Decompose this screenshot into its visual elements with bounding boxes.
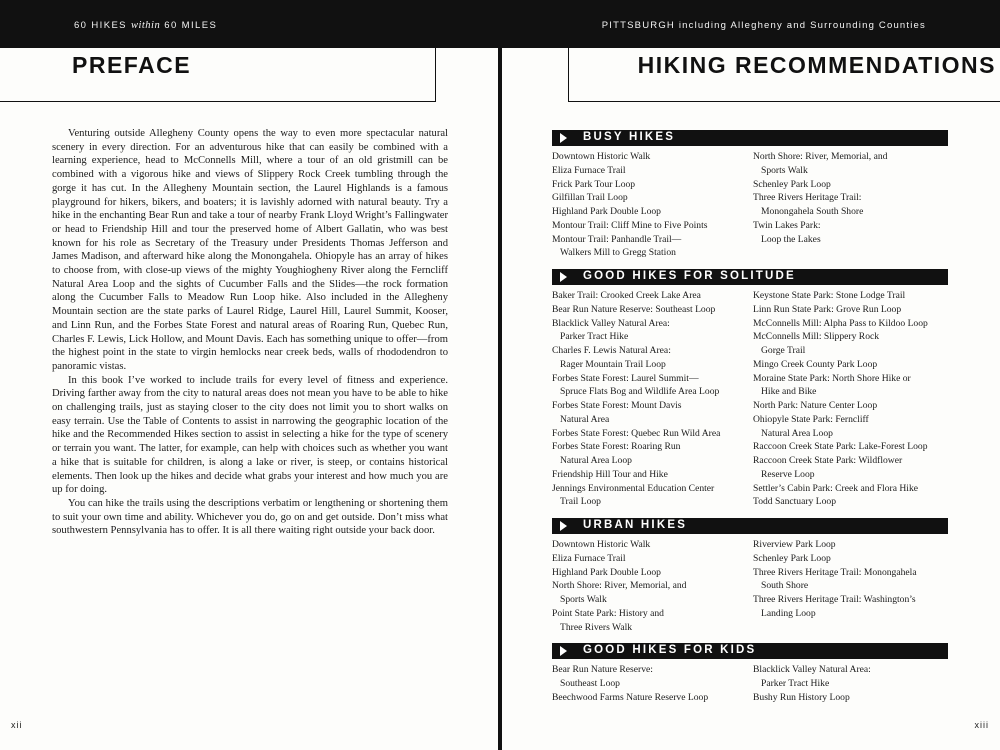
hike-name-continued: Trail Loop [560, 496, 601, 508]
section-header [552, 269, 948, 285]
hike-name: Three Rivers Heritage Trail: Monongahela [753, 566, 917, 578]
section-busy-hikes [552, 130, 948, 260]
hike-name-continued: Reserve Loop [761, 468, 815, 480]
hike-column [753, 289, 948, 509]
triangle-right-icon [560, 272, 567, 282]
hike-name-continued: Landing Loop [761, 607, 816, 619]
hike-entry [753, 552, 948, 566]
hike-name: Three Rivers Heritage Trail: Washington’s [753, 594, 916, 605]
hike-name: Montour Trail: Panhandle Trail— [552, 233, 682, 245]
hike-name-continued: Hike and Bike [761, 386, 817, 398]
hike-name: Three Rivers Heritage Trail: [753, 192, 862, 204]
hike-entry [753, 178, 948, 192]
hike-name: Charles F. Lewis Natural Area: [552, 345, 671, 356]
hike-entry [552, 691, 753, 705]
left-page-number: xii [11, 720, 23, 730]
preface-body [52, 127, 448, 538]
hike-name: Point State Park: History and [552, 607, 664, 619]
hike-name: Jennings Environmental Education Center [552, 482, 715, 494]
hike-name: Schenley Park Loop [753, 552, 831, 564]
hike-name: Mingo Creek County Park Loop [753, 358, 878, 370]
page-title-hiking-recommendations: HIKING RECOMMENDATIONS [637, 52, 996, 78]
hike-name: Blacklick Valley Natural Area: [552, 317, 670, 329]
left-title-box [0, 48, 436, 102]
hike-name-continued: Sports Walk [761, 164, 808, 176]
hike-name: North Shore: River, Memorial, and [552, 580, 687, 592]
hike-entry [753, 495, 948, 509]
hike-name-continued: Natural Area Loop [761, 427, 833, 439]
paragraph: You can hike the trails using the descriptions verbatim or lengthening or shortening them to suit your own time and ability. Whichever you do, go on and get outside. Don’t miss what southwestern Pennsylvania has to offer. It is all there waiting right outside your back door. [52, 497, 448, 537]
hike-name: Forbes State Forest: Roaring Run [552, 441, 681, 453]
running-head-part-1: 60 HIKES [74, 20, 131, 31]
hike-entry [753, 372, 948, 400]
hike-name-continued: Monongahela South Shore [761, 206, 864, 217]
hike-name: Settler’s Cabin Park: Creek and Flora Hike [753, 482, 919, 494]
hike-name: Riverview Park Loop [753, 539, 836, 550]
section-header [552, 130, 948, 146]
section-good-hikes-for-kids [552, 643, 948, 704]
hike-name: Baker Trail: Crooked Creek Lake Area [552, 290, 701, 301]
hike-name: Frick Park Tour Loop [552, 178, 636, 190]
hike-column [552, 538, 753, 634]
hike-name-continued: Spruce Flats Bog and Wildlife Area Loop [560, 386, 720, 398]
section-title: GOOD HIKES FOR KIDS [583, 644, 757, 657]
paragraph: In this book I’ve worked to include trails for every level of fitness and experience. Driving farther away from the city to natural areas does not mean you have to be able to hike on challenging trails, just as staying closer to the city does not limit you to short walks on easy terrain. Use the Table of Contents to assist in narrowing the geographic location of the hike and the Recommended Hikes section to assist in selecting a hike for the type of scenery or terrain you want. The latter, for example, can help with choices such as whether you want a hike that is suitable for children, is along a lake or river, is steep, or contains historical elements. Then look up the hikes and decide what grabs your interest and how much you are up for doing. [52, 374, 448, 496]
hike-name-continued: Sports Walk [560, 594, 607, 605]
right-header-bar [502, 0, 1000, 48]
hike-entry [753, 691, 948, 705]
right-running-head: PITTSBURGH including Allegheny and Surrounding Counties [601, 20, 926, 31]
triangle-right-icon [560, 521, 567, 531]
hike-entry [552, 482, 753, 510]
hike-name: Gilfillan Trail Loop [552, 192, 628, 204]
hike-name: Montour Trail: Cliff Mine to Five Points [552, 219, 708, 231]
hike-entry [552, 150, 753, 164]
hike-entry [753, 150, 948, 178]
section-good-hikes-for-solitude [552, 269, 948, 509]
hike-entry [753, 482, 948, 496]
section-title: BUSY HIKES [583, 131, 676, 143]
hike-entry [552, 427, 753, 441]
hike-column [753, 663, 948, 704]
hike-entry [753, 440, 948, 454]
hike-entry [552, 219, 753, 233]
left-header-bar [0, 0, 498, 48]
hike-entry [552, 579, 753, 607]
left-running-head [74, 20, 217, 31]
hike-name: Downtown Historic Walk [552, 151, 651, 162]
hike-entry [753, 413, 948, 441]
section-title: GOOD HIKES FOR SOLITUDE [583, 270, 796, 282]
right-page-number: xiii [974, 720, 989, 730]
hike-name: North Park: Nature Center Loop [753, 400, 878, 411]
hike-entry [552, 164, 753, 178]
hike-entry [753, 219, 948, 247]
hike-name: Forbes State Forest: Mount Davis [552, 400, 682, 411]
hike-entry [753, 593, 948, 621]
hike-column [552, 150, 753, 260]
hike-entry [552, 607, 753, 635]
hike-name: Todd Sanctuary Loop [753, 496, 836, 508]
section-header [552, 518, 948, 534]
hike-name: Eliza Furnace Trail [552, 164, 626, 176]
hike-name: Raccoon Creek State Park: Lake-Forest Loop [753, 441, 928, 453]
triangle-right-icon [560, 133, 567, 143]
hike-name: Ohiopyle State Park: Ferncliff [753, 413, 869, 425]
hike-name: Bear Run Nature Reserve: Southeast Loop [552, 303, 716, 315]
hike-name: Forbes State Forest: Laurel Summit— [552, 372, 699, 384]
hike-entry [552, 317, 753, 345]
hike-entry [753, 289, 948, 303]
hike-name-continued: Parker Tract Hike [560, 331, 629, 343]
hike-column [552, 289, 753, 509]
hike-name: Schenley Park Loop [753, 178, 831, 190]
hike-name: Highland Park Double Loop [552, 206, 661, 217]
hike-name-continued: Natural Area Loop [560, 455, 632, 466]
hike-entry [753, 191, 948, 219]
hike-name: Keystone State Park: Stone Lodge Trail [753, 290, 906, 301]
hike-name: Linn Run State Park: Grove Run Loop [753, 303, 902, 315]
hike-name: Downtown Historic Walk [552, 539, 651, 550]
hike-column [753, 150, 948, 260]
hike-column [753, 538, 948, 634]
hike-entry [552, 538, 753, 552]
hike-entry [552, 566, 753, 580]
right-page [502, 0, 1000, 750]
hike-entry [552, 233, 753, 261]
hike-entry [753, 538, 948, 552]
hike-entry [753, 663, 948, 691]
hike-name-continued: South Shore [761, 580, 809, 592]
hike-name-continued: Southeast Loop [560, 678, 620, 689]
hike-name-continued: Three Rivers Walk [560, 621, 633, 633]
hike-entry [552, 468, 753, 482]
hike-name: Bushy Run History Loop [753, 691, 850, 703]
hike-name-continued: Gorge Trail [761, 345, 806, 356]
hike-name: Beechwood Farms Nature Reserve Loop [552, 691, 709, 703]
section-title: URBAN HIKES [583, 519, 688, 531]
recommendations-list [552, 130, 948, 714]
hike-name: North Shore: River, Memorial, and [753, 151, 888, 162]
hike-entry [552, 191, 753, 205]
hike-entry [753, 454, 948, 482]
hike-entry [753, 358, 948, 372]
hike-name: Highland Park Double Loop [552, 566, 661, 578]
hike-column [552, 663, 753, 704]
hike-entry [753, 566, 948, 594]
triangle-right-icon [560, 646, 567, 656]
section-urban-hikes [552, 518, 948, 634]
hike-entry [552, 178, 753, 192]
hike-entry [552, 372, 753, 400]
hike-name: McConnells Mill: Slippery Rock [753, 331, 880, 343]
hike-entry [552, 344, 753, 372]
hike-name-continued: Rager Mountain Trail Loop [560, 358, 666, 370]
hike-name: Friendship Hill Tour and Hike [552, 468, 668, 480]
hike-entry [552, 440, 753, 468]
hike-entry [753, 399, 948, 413]
paragraph: Venturing outside Allegheny County opens the way to even more spectacular natural scenery in every direction. For an adventurous hike that can easily be combined with a learning experience, head to McConnells Mill, where a tour of an old gristmill can be combined with a vigorous hike and views of Slippery Rock Creek tumbling through the gorge it has cut. In the Allegheny Mountain section, the Laurel Highlands is a famous playground for hikers, bikers, and boaters; it is lavishly adorned with natural beauty. Try a hike in the enchanting Bear Run and take a tour of nearby Frank Lloyd Wright’s Fallingwater or head to Friendship Hill and tour the preserved home of Albert Gallatin, who was best known for his role as Secretary of the Treasury under Presidents Thomas Jefferson and James Madison, and afterward hike along the Monongahela. Ohiopyle has an array of hikes to choose from, with close-up views of the mighty Youghiogheny River along the Ferncliff Natural Area Loop and the sights of Cucumber Falls and the Slides—the rock formation along the Cucumber Falls to Meadow Run Loop hike. Also included in the Allegheny Mountain section are the state parks of Laurel Ridge, Laurel Hill, Laurel Summit, Kooser, and Linn Run, and the Forbes State Forest and natural areas of Roaring Run, Quebec Run, Charles F. Lewis, Lick Hollow, and Mount Davis. Each has something unique to offer—from the highest point in the state to virgin hemlocks near creek beds, walls of rhododendron to panoramic vistas. [52, 128, 448, 372]
section-header [552, 643, 948, 659]
running-head-part-3: 60 MILES [160, 20, 218, 31]
hike-entry [552, 303, 753, 317]
hike-name: Bear Run Nature Reserve: [552, 664, 653, 676]
hike-name: Eliza Furnace Trail [552, 552, 626, 564]
hike-entry [552, 289, 753, 303]
hike-entry [753, 303, 948, 317]
hike-entry [753, 330, 948, 358]
hike-entry [552, 399, 753, 427]
hike-name: Blacklick Valley Natural Area: [753, 664, 871, 676]
hike-name: Moraine State Park: North Shore Hike or [753, 372, 911, 384]
page-title-preface: PREFACE [72, 52, 192, 78]
hike-entry [552, 205, 753, 219]
hike-name: McConnells Mill: Alpha Pass to Kildoo Loop [753, 317, 928, 329]
hike-name: Forbes State Forest: Quebec Run Wild Area [552, 427, 721, 439]
hike-name-continued: Loop the Lakes [761, 233, 821, 245]
running-head-part-2: within [130, 20, 161, 31]
hike-entry [552, 663, 753, 691]
hike-name-continued: Natural Area [560, 413, 610, 425]
hike-entry [753, 317, 948, 331]
left-page [0, 0, 498, 750]
right-title-box [568, 48, 1000, 102]
hike-name-continued: Parker Tract Hike [761, 678, 830, 689]
hike-name: Raccoon Creek State Park: Wildflower [753, 455, 903, 466]
hike-entry [552, 552, 753, 566]
hike-name: Twin Lakes Park: [753, 219, 821, 231]
hike-name-continued: Walkers Mill to Gregg Station [560, 247, 676, 259]
